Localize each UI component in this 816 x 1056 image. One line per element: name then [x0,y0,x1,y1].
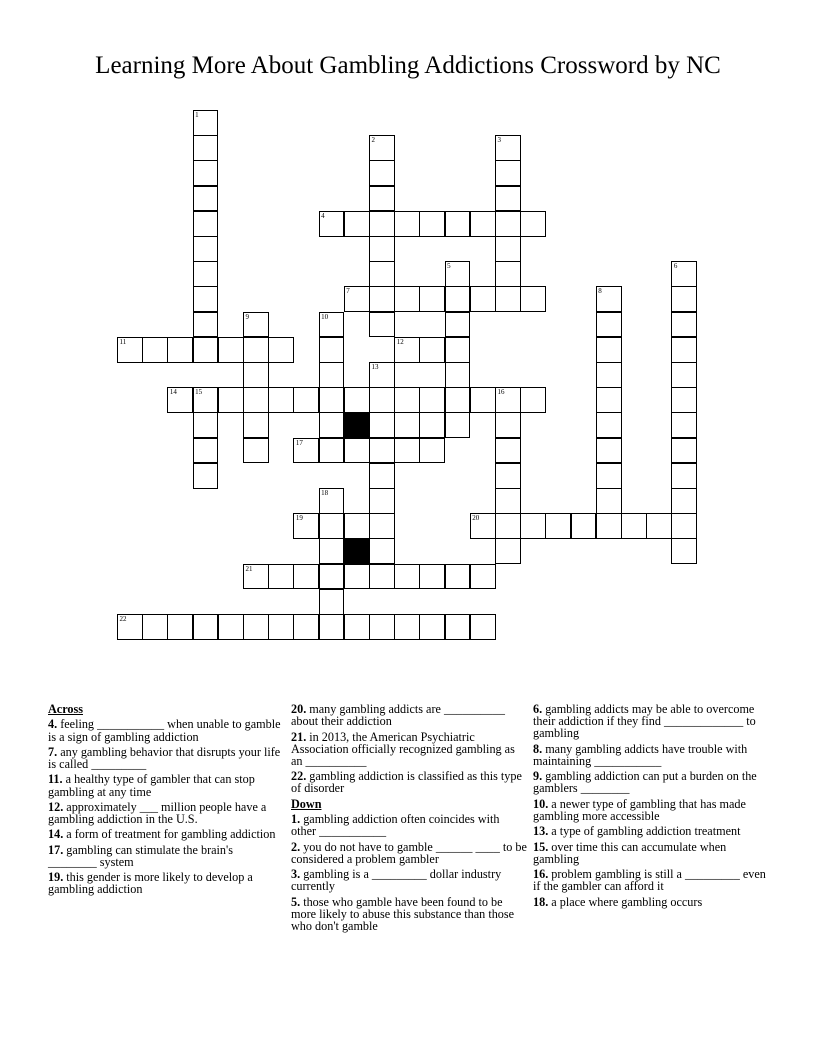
grid-cell[interactable] [319,538,345,564]
grid-cell[interactable] [495,438,521,464]
grid-cell[interactable] [470,614,496,640]
grid-cell[interactable] [319,412,345,438]
clue-label: 10. [533,796,549,811]
clue-number: 22 [119,615,127,623]
clue-label: 13. [533,824,549,839]
clue-item: 20. many gambling addicts are __________ about their addiction [291,702,505,729]
grid-cell[interactable] [419,412,445,438]
clue-label: 20. [291,702,307,716]
clue-number: 18 [321,489,329,497]
clue-label: 6. [533,702,543,716]
grid-cell[interactable] [142,337,168,363]
grid-cell[interactable] [268,564,294,590]
section-heading-down: Down [291,796,322,811]
grid-cell[interactable] [596,438,622,464]
grid-cell[interactable] [268,387,294,413]
grid-cell[interactable] [243,614,269,640]
clue-number: 19 [295,514,303,523]
grid-cell[interactable] [571,513,597,539]
grid-cell[interactable] [369,261,395,287]
grid-cell[interactable] [243,564,269,590]
clue-number: 20 [472,514,480,523]
clue-number: 8 [598,287,602,296]
grid-cell[interactable] [369,362,395,388]
grid-cell[interactable] [445,312,471,338]
grid-cell[interactable] [495,488,521,514]
clue-number: 21 [245,564,253,573]
grid-cell[interactable] [596,387,622,413]
grid-cell[interactable] [520,286,546,312]
grid-cell[interactable] [218,337,244,363]
grid-cell[interactable] [621,513,647,539]
grid-cell[interactable] [319,387,345,413]
grid-cell[interactable] [268,337,294,363]
clue-item: 21. in 2013, the American Psychiatric Association officially recognized gambling as an __________ [291,729,515,768]
grid-cell[interactable] [419,387,445,413]
grid-cell[interactable] [293,614,319,640]
grid-cell[interactable] [319,312,345,338]
clue-number: 4 [321,211,325,220]
clue-label: 14. [48,827,64,842]
grid-cell[interactable] [369,236,395,262]
grid-cell[interactable] [117,337,143,363]
grid-cell[interactable] [243,387,269,413]
grid-cell[interactable] [369,412,395,438]
clue-label: 21. [291,729,307,744]
grid-cell[interactable] [445,337,471,363]
clue-number: 16 [497,388,505,397]
grid-cell[interactable] [193,160,219,186]
grid-cell[interactable] [167,614,193,640]
grid-cell[interactable] [193,312,219,338]
clue-label: 18. [533,894,549,909]
section-heading-across: Across [48,702,83,716]
clue-label: 4. [48,717,58,732]
grid-cell[interactable] [470,286,496,312]
clue-item: 10. a newer type of gambling that has made gambling more accessible [533,796,746,823]
grid-cell[interactable] [470,564,496,590]
clue-column-3 [533,703,773,911]
clue-number: 14 [169,388,177,397]
clue-number: 5 [447,262,451,271]
grid-cell[interactable] [319,488,345,514]
grid-cell[interactable] [394,412,420,438]
grid-cell[interactable] [344,387,370,413]
clue-item: 7. any gambling behavior that disrupts your life is called _________ [48,744,281,771]
grid-cell[interactable] [445,286,471,312]
grid-cell[interactable] [495,387,521,413]
grid-cell[interactable] [671,412,697,438]
grid-cell[interactable] [671,513,697,539]
grid-cell[interactable] [243,312,269,338]
clue-item: 6. gambling addicts may be able to overcome their addiction if they find _____________ to gambling [533,702,756,741]
clue-item: 12. approximately ___ million people have a gambling addiction in the U.S. [48,799,267,826]
grid-cell[interactable] [218,387,244,413]
grid-cell[interactable] [369,538,395,564]
grid-cell[interactable] [394,211,420,237]
grid-cell[interactable] [445,362,471,388]
clue-item: 18. a place where gambling occurs [533,894,703,909]
grid-cell[interactable] [671,438,697,464]
grid-cell[interactable] [495,463,521,489]
grid-cell[interactable] [520,513,546,539]
grid-cell[interactable] [319,438,345,464]
clue-label: 12. [48,799,64,814]
grid-cell[interactable] [394,614,420,640]
grid-cell[interactable] [369,438,395,464]
grid-cell[interactable] [495,538,521,564]
grid-cell[interactable] [369,160,395,186]
grid-cell[interactable] [243,337,269,363]
grid-cell[interactable] [596,463,622,489]
grid-cell[interactable] [369,286,395,312]
grid-cell[interactable] [646,513,672,539]
grid-cell[interactable] [117,614,143,640]
grid-cell[interactable] [193,412,219,438]
grid-cell[interactable] [319,614,345,640]
clue-number: 3 [497,136,501,145]
grid-cell[interactable] [445,564,471,590]
clue-label: 1. [291,812,301,826]
grid-cell[interactable] [243,362,269,388]
clue-label: 15. [533,839,549,854]
grid-cell[interactable] [520,387,546,413]
grid-cell[interactable] [445,387,471,413]
grid-cell[interactable] [671,488,697,514]
grid-cell[interactable] [394,337,420,363]
grid-cell[interactable] [319,337,345,363]
grid-cell[interactable] [319,589,345,615]
grid-cell[interactable] [193,438,219,464]
grid-cell[interactable] [193,286,219,312]
grid-cell[interactable] [495,160,521,186]
clue-item: 2. you do not have to gamble ______ ____ to be considered a problem gambler [291,839,527,866]
grid-cell[interactable] [193,186,219,212]
grid-cell[interactable] [293,438,319,464]
grid-cell[interactable] [344,286,370,312]
clue-label: 5. [291,894,301,909]
grid-cell[interactable] [193,211,219,237]
grid-cell[interactable] [319,362,345,388]
grid-cell[interactable] [293,564,319,590]
grid-cell[interactable] [293,387,319,413]
grid-cell[interactable] [167,387,193,413]
grid-cell[interactable] [243,412,269,438]
clue-label: 3. [291,867,301,881]
grid-cell[interactable] [369,312,395,338]
grid-cell[interactable] [596,312,622,338]
clue-number: 13 [371,363,379,371]
grid-cell[interactable] [495,261,521,287]
grid-cell-black [344,538,370,564]
grid-cell[interactable] [193,135,219,161]
clue-item: 1. gambling addiction often coincides with other ___________ [291,812,500,839]
clue-item: 19. this gender is more likely to develop a gambling addiction [48,870,253,897]
grid-cell[interactable] [193,463,219,489]
grid-cell[interactable] [596,412,622,438]
clue-item: 17. gambling can stimulate the brain's ________ system [48,842,233,869]
grid-cell[interactable] [671,463,697,489]
clue-column-2 [291,703,527,935]
grid-cell[interactable] [520,211,546,237]
grid-cell[interactable] [142,614,168,640]
grid-cell[interactable] [193,236,219,262]
grid-cell[interactable] [596,513,622,539]
grid-cell[interactable] [344,438,370,464]
grid-cell[interactable] [369,614,395,640]
grid-cell[interactable] [319,211,345,237]
grid-cell[interactable] [495,186,521,212]
grid-cell[interactable] [218,614,244,640]
grid-cell[interactable] [596,337,622,363]
grid-cell[interactable] [369,186,395,212]
grid-cell[interactable] [495,412,521,438]
grid-cell[interactable] [293,513,319,539]
grid-cell[interactable] [671,312,697,338]
grid-cell[interactable] [671,286,697,312]
grid-cell[interactable] [344,614,370,640]
grid-cell[interactable] [445,261,471,287]
grid-cell[interactable] [445,614,471,640]
clue-item: 15. over time this can accumulate when gambling [533,839,727,866]
grid-cell[interactable] [369,211,395,237]
grid-cell[interactable] [596,488,622,514]
grid-cell[interactable] [495,286,521,312]
clue-item: 14. a form of treatment for gambling addiction [48,827,276,842]
clue-number: 10 [321,312,329,321]
clue-item: 9. gambling addiction can put a burden on the gamblers ________ [533,769,757,796]
grid-cell[interactable] [369,135,395,161]
clue-number: 12 [396,337,404,346]
grid-cell[interactable] [495,135,521,161]
clue-item: 4. feeling ___________ when unable to gamble is a sign of gambling addiction [48,717,281,744]
clue-label: 11. [48,772,63,787]
clue-item: 8. many gambling addicts have trouble with maintaining ___________ [533,741,748,768]
clue-label: 16. [533,867,549,881]
grid-cell[interactable] [596,286,622,312]
grid-cell[interactable] [193,614,219,640]
grid-cell[interactable] [394,286,420,312]
clue-label: 2. [291,839,301,854]
grid-cell[interactable] [419,337,445,363]
grid-cell[interactable] [394,564,420,590]
grid-cell[interactable] [596,362,622,388]
grid-cell[interactable] [495,211,521,237]
grid-cell[interactable] [193,337,219,363]
clue-item: 11. a healthy type of gambler that can stop gambling at any time [48,772,255,799]
grid-cell[interactable] [470,513,496,539]
grid-cell[interactable] [671,261,697,287]
clue-label: 22. [291,769,307,784]
clue-number: 1 [195,111,199,119]
clue-number: 17 [295,438,303,447]
grid-cell[interactable] [193,110,219,136]
grid-cell-black [344,412,370,438]
grid-cell[interactable] [167,337,193,363]
grid-cell[interactable] [369,513,395,539]
grid-cell[interactable] [419,564,445,590]
clue-number: 2 [371,136,375,145]
grid-cell[interactable] [470,211,496,237]
grid-cell[interactable] [394,387,420,413]
grid-cell[interactable] [369,564,395,590]
grid-cell[interactable] [344,513,370,539]
grid-cell[interactable] [369,387,395,413]
clue-label: 17. [48,842,64,857]
clue-column-1 [48,703,284,899]
grid-cell[interactable] [671,337,697,363]
grid-cell[interactable] [369,463,395,489]
grid-cell[interactable] [445,211,471,237]
grid-cell[interactable] [671,362,697,388]
grid-cell[interactable] [394,438,420,464]
grid-cell[interactable] [369,488,395,514]
grid-cell[interactable] [545,513,571,539]
grid-cell[interactable] [344,564,370,590]
clue-item: 22. gambling addiction is classified as this type of disorder [291,769,522,796]
grid-cell[interactable] [419,286,445,312]
grid-cell[interactable] [671,387,697,413]
clue-label: 19. [48,870,64,885]
page-title: Learning More About Gambling Addictions Crossword by NC [95,52,721,79]
grid-cell[interactable] [495,236,521,262]
clue-item: 13. a type of gambling addiction treatment [533,824,741,839]
grid-cell[interactable] [319,513,345,539]
grid-cell[interactable] [419,614,445,640]
clue-number: 6 [673,262,678,271]
clue-number: 15 [195,388,203,397]
grid-cell[interactable] [671,538,697,564]
grid-cell[interactable] [243,438,269,464]
clue-number: 11 [119,337,127,346]
grid-cell[interactable] [344,211,370,237]
clue-item: 16. problem gambling is still a _________ even if the gambler can afford it [533,867,766,894]
clue-item: 3. gambling is a _________ dollar industry currently [291,867,502,894]
grid-cell[interactable] [268,614,294,640]
clue-number: 7 [346,287,350,296]
clue-label: 8. [533,741,543,756]
grid-cell[interactable] [419,438,445,464]
grid-cell[interactable] [193,261,219,287]
clue-label: 7. [48,744,58,759]
clue-number: 9 [245,312,249,321]
grid-cell[interactable] [445,412,471,438]
grid-cell[interactable] [470,387,496,413]
clue-label: 9. [533,769,543,784]
grid-cell[interactable] [419,211,445,237]
clue-item: 5. those who gamble have been found to be more likely to abuse this substance than those who don't gamble [291,894,515,933]
grid-cell[interactable] [319,564,345,590]
grid-cell[interactable] [495,513,521,539]
grid-cell[interactable] [193,387,219,413]
